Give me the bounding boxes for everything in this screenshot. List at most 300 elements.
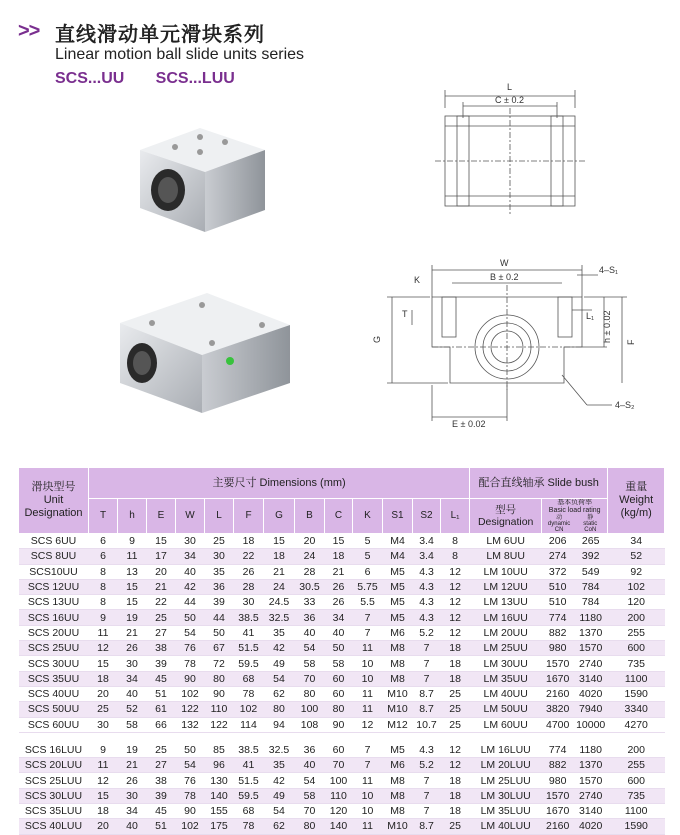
table-cell: 80 <box>295 686 325 701</box>
table-cell: 5.2 <box>413 625 441 640</box>
table-cell: 1570 <box>542 788 574 803</box>
table-cell: 510 <box>542 579 574 594</box>
table-cell: 36 <box>295 610 325 625</box>
table-cell: 15 <box>118 595 147 610</box>
table-cell: 58 <box>118 717 147 732</box>
table-cell: 15 <box>264 534 295 549</box>
table-cell: 40 <box>295 625 325 640</box>
table-cell: 100 <box>295 702 325 717</box>
table-cell: 18 <box>264 549 295 564</box>
table-cell: 70 <box>325 758 353 773</box>
table-cell: 38 <box>147 773 176 788</box>
table-cell: M4 <box>383 534 413 549</box>
table-cell: 8 <box>89 564 118 579</box>
table-cell: 2740 <box>574 788 608 803</box>
table-cell: 15 <box>89 788 118 803</box>
unit-designation-cell: SCS 40LUU <box>19 819 89 834</box>
table-cell: 5.2 <box>413 758 441 773</box>
table-cell: 30 <box>89 717 118 732</box>
unit-designation-cell: SCS 8UU <box>19 549 89 564</box>
table-cell: 34 <box>118 671 147 686</box>
table-cell: 58 <box>295 656 325 671</box>
table-cell: 7 <box>413 773 441 788</box>
table-cell: M5 <box>383 579 413 594</box>
table-cell: 33 <box>295 595 325 610</box>
header-dimensions: 主要尺寸 Dimensions (mm) <box>89 468 470 499</box>
column-header-9: K <box>353 499 383 534</box>
table-cell: 25 <box>89 702 118 717</box>
table-cell: 1180 <box>574 610 608 625</box>
table-cell: 102 <box>176 819 205 834</box>
unit-designation-cell: SCS 25LUU <box>19 773 89 788</box>
table-cell: 1570 <box>542 656 574 671</box>
table-cell: 11 <box>89 625 118 640</box>
table-cell: 45 <box>147 804 176 819</box>
table-cell: 18 <box>441 788 470 803</box>
table-cell: 11 <box>89 758 118 773</box>
table-cell: 206 <box>542 534 574 549</box>
table-cell: 10000 <box>574 717 608 732</box>
table-cell: 90 <box>176 804 205 819</box>
table-cell: 1570 <box>574 773 608 788</box>
table-cell: 24 <box>295 549 325 564</box>
table-cell: LM 50UU <box>470 702 542 717</box>
unit-designation-cell: SCS 20LUU <box>19 758 89 773</box>
table-cell: 2160 <box>542 686 574 701</box>
table-separator <box>19 732 665 743</box>
dim-B: B ± 0.2 <box>490 272 519 282</box>
model-series: SCS...UU SCS...LUU <box>55 70 235 87</box>
table-cell: 35 <box>264 758 295 773</box>
table-cell: 50 <box>205 625 234 640</box>
table-cell: 2160 <box>542 819 574 834</box>
header-slide-bush: 配合直线轴承 Slide bush <box>470 468 608 499</box>
table-cell: 50 <box>325 641 353 656</box>
table-cell: 12 <box>89 641 118 656</box>
table-cell: 54 <box>176 758 205 773</box>
table-cell: 49 <box>264 788 295 803</box>
table-cell: 1180 <box>574 743 608 758</box>
table-cell: M10 <box>383 686 413 701</box>
table-cell: 7 <box>353 610 383 625</box>
table-cell: 7 <box>413 656 441 671</box>
table-cell: M6 <box>383 758 413 773</box>
table-cell: 9 <box>118 534 147 549</box>
table-cell: 90 <box>325 717 353 732</box>
table-row <box>19 788 665 803</box>
table-cell: 18 <box>325 549 353 564</box>
table-cell: 78 <box>176 788 205 803</box>
header-load-rating: 基本负荷率 Basic load rating 动 dynamic CN静 static CoN <box>542 499 608 534</box>
table-cell: 40 <box>118 686 147 701</box>
table-cell: 265 <box>574 534 608 549</box>
table-cell: 5 <box>353 549 383 564</box>
table-cell: 6 <box>89 534 118 549</box>
table-cell: LM 16LUU <box>470 743 542 758</box>
table-cell: 4020 <box>574 686 608 701</box>
table-cell: 9 <box>89 743 118 758</box>
unit-designation-cell: SCS 50UU <box>19 702 89 717</box>
table-cell: 4020 <box>574 819 608 834</box>
table-row <box>19 595 665 610</box>
table-cell: 8 <box>89 579 118 594</box>
table-cell: 60 <box>325 743 353 758</box>
table-cell: 35 <box>205 564 234 579</box>
table-cell: 32.5 <box>264 610 295 625</box>
table-cell: 25 <box>205 534 234 549</box>
column-header-3: W <box>176 499 205 534</box>
table-cell: 34 <box>176 549 205 564</box>
table-cell: 40 <box>325 625 353 640</box>
table-cell: 549 <box>574 564 608 579</box>
table-cell: 7940 <box>574 702 608 717</box>
table-cell: 20 <box>147 564 176 579</box>
table-cell: 62 <box>264 686 295 701</box>
table-cell: 255 <box>608 758 665 773</box>
table-cell: 1670 <box>542 671 574 686</box>
unit-designation-cell: SCS 6UU <box>19 534 89 549</box>
table-cell: 20 <box>295 534 325 549</box>
table-cell: 94 <box>264 717 295 732</box>
table-cell: 36 <box>295 743 325 758</box>
table-cell: M8 <box>383 656 413 671</box>
table-cell: 4.3 <box>413 564 441 579</box>
table-cell: 1370 <box>574 758 608 773</box>
table-cell: 66 <box>147 717 176 732</box>
table-cell: 44 <box>205 610 234 625</box>
table-cell: 11 <box>353 686 383 701</box>
table-cell: 72 <box>205 656 234 671</box>
table-cell: LM 60UU <box>470 717 542 732</box>
drawing-front-view <box>372 255 672 430</box>
table-cell: 90 <box>205 686 234 701</box>
table-cell: LM 8UU <box>470 549 542 564</box>
table-cell: 200 <box>608 610 665 625</box>
table-cell: 7 <box>413 641 441 656</box>
drawing-top-view <box>425 78 595 218</box>
table-cell: 26 <box>118 773 147 788</box>
table-cell: 21 <box>264 564 295 579</box>
table-cell: LM 25LUU <box>470 773 542 788</box>
table-cell: 10 <box>353 804 383 819</box>
table-cell: 114 <box>234 717 264 732</box>
unit-designation-cell: SCS 30LUU <box>19 788 89 803</box>
table-cell: M12 <box>383 717 413 732</box>
table-cell: 15 <box>89 656 118 671</box>
table-cell: 44 <box>176 595 205 610</box>
table-cell: LM 20LUU <box>470 758 542 773</box>
table-cell: 3.4 <box>413 534 441 549</box>
table-cell: LM 12UU <box>470 579 542 594</box>
table-cell: 1370 <box>574 625 608 640</box>
unit-designation-cell: SCS 25UU <box>19 641 89 656</box>
table-cell: 18 <box>441 641 470 656</box>
unit-designation-cell: SCS 30UU <box>19 656 89 671</box>
table-cell: 22 <box>147 595 176 610</box>
table-cell: LM 6UU <box>470 534 542 549</box>
table-cell: 39 <box>147 788 176 803</box>
table-cell: 36 <box>205 579 234 594</box>
dim-K: K <box>414 275 421 285</box>
table-cell: 39 <box>147 656 176 671</box>
table-cell: 8.7 <box>413 686 441 701</box>
table-cell: 34 <box>608 534 665 549</box>
table-cell: 54 <box>176 625 205 640</box>
table-cell: 26 <box>118 641 147 656</box>
table-cell: 140 <box>205 788 234 803</box>
table-cell: 7 <box>413 788 441 803</box>
table-cell: 784 <box>574 579 608 594</box>
table-cell: 21 <box>147 579 176 594</box>
table-cell: 21 <box>325 564 353 579</box>
dim-S2: 4–S₂ <box>615 400 635 410</box>
table-cell: 22 <box>234 549 264 564</box>
table-cell: 4700 <box>542 717 574 732</box>
table-cell: 58 <box>295 788 325 803</box>
table-cell: 80 <box>264 702 295 717</box>
table-row <box>19 743 665 758</box>
product-image-scs-uu <box>130 120 280 235</box>
table-cell: 25 <box>147 743 176 758</box>
table-cell: 7 <box>353 758 383 773</box>
table-cell: 7 <box>353 625 383 640</box>
table-cell: M10 <box>383 702 413 717</box>
table-cell: 102 <box>176 686 205 701</box>
table-cell: 76 <box>176 641 205 656</box>
table-cell: 110 <box>205 702 234 717</box>
table-cell: 20 <box>89 686 118 701</box>
table-cell: 19 <box>118 610 147 625</box>
table-cell: 96 <box>205 758 234 773</box>
table-cell: 12 <box>353 717 383 732</box>
table-cell: 12 <box>441 564 470 579</box>
table-row <box>19 671 665 686</box>
table-cell: LM 30LUU <box>470 788 542 803</box>
column-header-10: S1 <box>383 499 413 534</box>
table-cell: 100 <box>325 773 353 788</box>
column-header-5: F <box>234 499 264 534</box>
unit-designation-cell: SCS10UU <box>19 564 89 579</box>
table-cell: 4.3 <box>413 595 441 610</box>
table-cell: 8 <box>441 534 470 549</box>
table-cell: 12 <box>441 758 470 773</box>
table-cell: 1570 <box>574 641 608 656</box>
table-cell: 50 <box>176 743 205 758</box>
table-cell: 255 <box>608 625 665 640</box>
table-cell: 120 <box>608 595 665 610</box>
unit-designation-cell: SCS 13UU <box>19 595 89 610</box>
table-row <box>19 610 665 625</box>
unit-designation-cell: SCS 20UU <box>19 625 89 640</box>
table-cell: 274 <box>542 549 574 564</box>
table-cell: 110 <box>325 788 353 803</box>
table-cell: 30 <box>118 788 147 803</box>
table-cell: LM 20UU <box>470 625 542 640</box>
unit-designation-cell: SCS 16UU <box>19 610 89 625</box>
table-cell: 6 <box>89 549 118 564</box>
table-cell: 4.3 <box>413 610 441 625</box>
dim-T: T <box>402 309 408 319</box>
table-cell: 1590 <box>608 686 665 701</box>
table-cell: M5 <box>383 564 413 579</box>
table-cell: M8 <box>383 671 413 686</box>
table-cell: 19 <box>118 743 147 758</box>
table-cell: 18 <box>441 671 470 686</box>
table-cell: 882 <box>542 758 574 773</box>
table-cell: 59.5 <box>234 788 264 803</box>
column-header-8: C <box>325 499 353 534</box>
table-cell: 17 <box>147 549 176 564</box>
table-cell: 13 <box>118 564 147 579</box>
table-cell: 58 <box>325 656 353 671</box>
column-header-1: h <box>118 499 147 534</box>
table-cell: LM 35UU <box>470 671 542 686</box>
table-cell: 18 <box>89 671 118 686</box>
dim-L: L <box>507 82 513 92</box>
table-cell: 1590 <box>608 819 665 834</box>
dim-E: E ± 0.02 <box>452 419 486 429</box>
table-cell: 78 <box>176 656 205 671</box>
unit-designation-cell: SCS 60UU <box>19 717 89 732</box>
table-cell: 26 <box>325 579 353 594</box>
table-cell: 51.5 <box>234 773 264 788</box>
table-row <box>19 579 665 594</box>
table-cell: 102 <box>608 579 665 594</box>
table-cell: 76 <box>176 773 205 788</box>
table-cell: 6 <box>353 564 383 579</box>
table-cell: 10 <box>353 656 383 671</box>
table-cell: 24.5 <box>264 595 295 610</box>
table-cell: 49 <box>264 656 295 671</box>
table-cell: 11 <box>353 773 383 788</box>
table-cell: 18 <box>89 804 118 819</box>
table-cell: 40 <box>295 758 325 773</box>
table-cell: 11 <box>353 702 383 717</box>
table-cell: 59.5 <box>234 656 264 671</box>
table-cell: 30 <box>118 656 147 671</box>
table-cell: 90 <box>176 671 205 686</box>
table-cell: 18 <box>441 804 470 819</box>
table-cell: 24 <box>264 579 295 594</box>
table-cell: 70 <box>295 671 325 686</box>
table-cell: 80 <box>295 819 325 834</box>
dim-F: F <box>626 339 636 345</box>
table-cell: 5.5 <box>353 595 383 610</box>
table-cell: 1100 <box>608 804 665 819</box>
table-cell: M8 <box>383 788 413 803</box>
table-cell: LM 30UU <box>470 656 542 671</box>
table-cell: 30 <box>176 534 205 549</box>
table-cell: 8 <box>89 595 118 610</box>
table-cell: 15 <box>325 534 353 549</box>
table-cell: 25 <box>441 686 470 701</box>
table-cell: 78 <box>234 819 264 834</box>
table-cell: 10.7 <box>413 717 441 732</box>
table-cell: 39 <box>205 595 234 610</box>
spec-table-body <box>19 534 665 835</box>
table-cell: 28 <box>295 564 325 579</box>
table-cell: 20 <box>89 819 118 834</box>
table-row <box>19 686 665 701</box>
table-cell: 70 <box>295 804 325 819</box>
table-cell: 38.5 <box>234 610 264 625</box>
table-cell: 132 <box>176 717 205 732</box>
table-cell: 26 <box>325 595 353 610</box>
unit-designation-cell: SCS 40UU <box>19 686 89 701</box>
table-cell: 774 <box>542 743 574 758</box>
table-cell: 68 <box>234 804 264 819</box>
column-header-12: L₁ <box>441 499 470 534</box>
table-cell: 51 <box>147 819 176 834</box>
table-cell: LM 16UU <box>470 610 542 625</box>
table-cell: 9 <box>89 610 118 625</box>
table-cell: LM 10UU <box>470 564 542 579</box>
table-cell: 28 <box>234 579 264 594</box>
table-cell: 735 <box>608 656 665 671</box>
table-cell: 67 <box>205 641 234 656</box>
table-cell: 12 <box>441 625 470 640</box>
table-row <box>19 534 665 549</box>
table-cell: 3140 <box>574 671 608 686</box>
table-row <box>19 564 665 579</box>
title-english: Linear motion ball slide units series <box>55 46 305 63</box>
table-cell: 5 <box>353 534 383 549</box>
table-cell: LM 40LUU <box>470 819 542 834</box>
table-cell: 52 <box>608 549 665 564</box>
product-image-scs-luu <box>112 285 297 415</box>
table-cell: 3.4 <box>413 549 441 564</box>
table-cell: 68 <box>234 671 264 686</box>
table-cell: 175 <box>205 819 234 834</box>
header-designation: 滑块型号 Unit Designation <box>19 468 89 534</box>
table-cell: 60 <box>325 686 353 701</box>
table-cell: 10 <box>353 671 383 686</box>
table-cell: 4270 <box>608 717 665 732</box>
table-cell: 18 <box>441 656 470 671</box>
table-cell: M5 <box>383 743 413 758</box>
table-cell: 38.5 <box>234 743 264 758</box>
table-cell: 60 <box>325 671 353 686</box>
title-chinese: 直线滑动单元滑块系列 <box>55 24 265 46</box>
table-cell: 122 <box>205 717 234 732</box>
table-cell: 54 <box>295 773 325 788</box>
table-cell: 21 <box>118 758 147 773</box>
table-cell: M8 <box>383 641 413 656</box>
table-cell: 25 <box>441 702 470 717</box>
table-cell: 50 <box>176 610 205 625</box>
table-cell: 7 <box>413 804 441 819</box>
table-cell: 200 <box>608 743 665 758</box>
unit-designation-cell: SCS 16LUU <box>19 743 89 758</box>
table-row <box>19 758 665 773</box>
table-cell: 51.5 <box>234 641 264 656</box>
table-cell: LM 35LUU <box>470 804 542 819</box>
table-cell: 30 <box>205 549 234 564</box>
table-cell: 12 <box>441 579 470 594</box>
table-cell: 102 <box>234 702 264 717</box>
table-cell: 34 <box>325 610 353 625</box>
table-cell: 120 <box>325 804 353 819</box>
table-cell: 27 <box>147 758 176 773</box>
table-row <box>19 773 665 788</box>
table-cell: M10 <box>383 819 413 834</box>
table-row <box>19 819 665 834</box>
table-cell: 8.7 <box>413 702 441 717</box>
table-cell: LM 25UU <box>470 641 542 656</box>
table-cell: 11 <box>353 641 383 656</box>
header-arrows: >> <box>18 20 40 42</box>
table-cell: 1100 <box>608 671 665 686</box>
